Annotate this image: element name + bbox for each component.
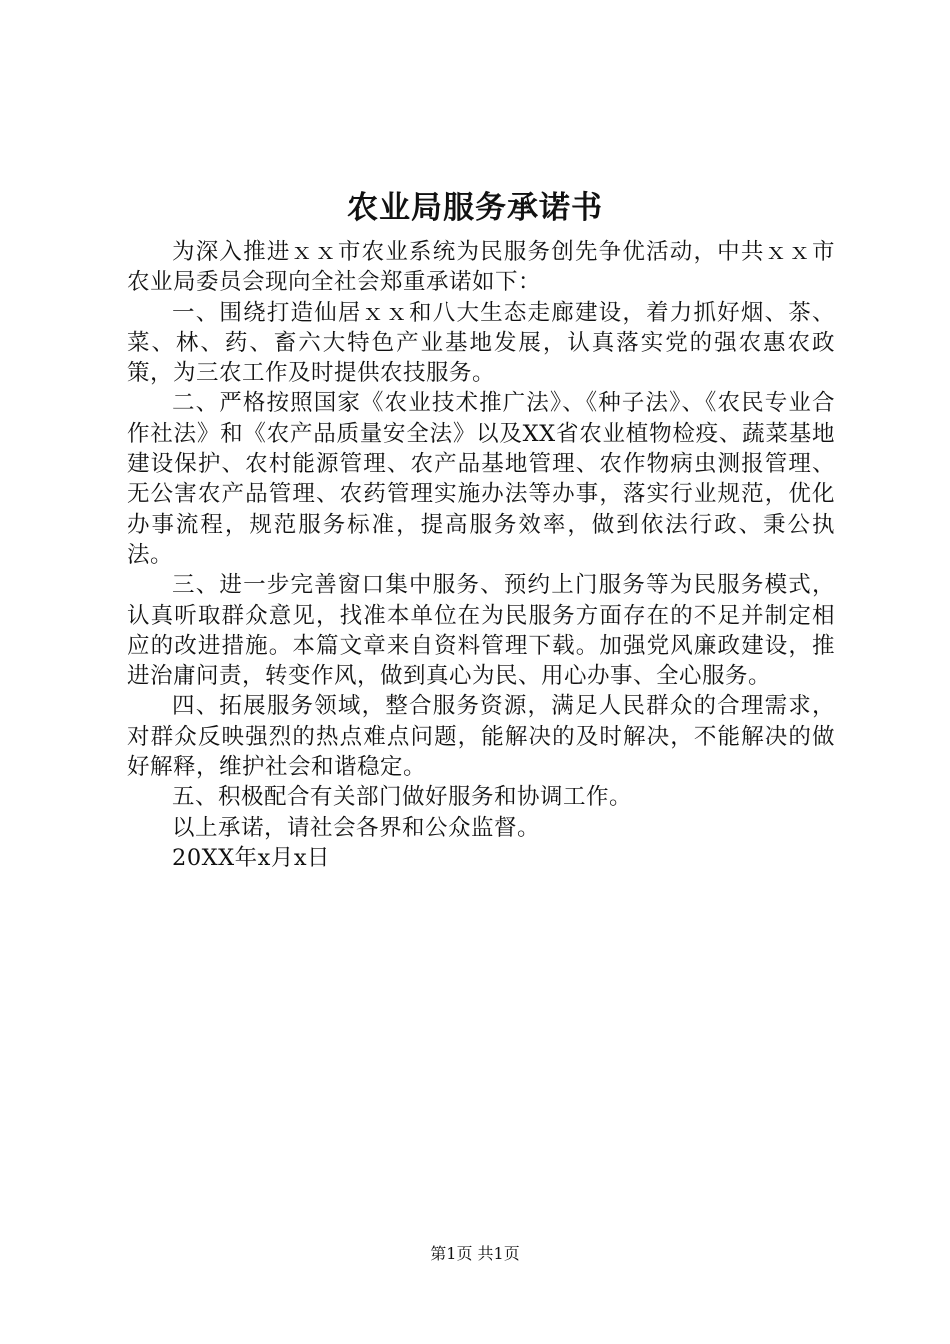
paragraph-date: 20XX年x月x日 bbox=[172, 844, 331, 871]
paragraph-intro: 为深入推进ｘｘ市农业系统为民服务创先争优活动，中共ｘｘ市农业局委员会现向全社会郑重承诺如下： bbox=[127, 239, 835, 296]
paragraph-item-5: 五、积极配合有关部门做好服务和协调工作。 bbox=[172, 784, 633, 811]
paragraph-item-1: 一、围绕打造仙居ｘｘ和八大生态走廊建设，着力抓好烟、茶、菜、林、药、畜六大特色产业基地发展，认真落实党的强农惠农政策，为三农工作及时提供农技服务。 bbox=[127, 299, 835, 387]
paragraph-item-3: 三、进一步完善窗口集中服务、预约上门服务等为民服务模式，认真听取群众意见，找准本单位在为民服务方面存在的不足并制定相应的改进措施。本篇文章来自资料管理下载。加强党风廉政建设，推进治庸问责，转变作风，做到真心为民、用心办事、全心服务。 bbox=[127, 572, 835, 690]
paragraph-closing: 以上承诺，请社会各界和公众监督。 bbox=[172, 814, 541, 841]
document-title: 农业局服务承诺书 bbox=[347, 190, 603, 226]
paragraph-item-4: 四、拓展服务领域，整合服务资源，满足人民群众的合理需求，对群众反映强烈的热点难点问题，能解决的及时解决，不能解决的做好解释，维护社会和谐稳定。 bbox=[127, 693, 835, 781]
paragraph-item-2: 二、严格按照国家《农业技术推广法》、《种子法》、《农民专业合作社法》和《农产品质量安全法》以及XX省农业植物检疫、蔬菜基地建设保护、农村能源管理、农产品基地管理、农作物病虫测报管理、无公害农产品管理、农药管理实施办法等办事，落实行业规范，优化办事流程，规范服务标准，提高服务效率，做到依法行政、秉公执法。 bbox=[127, 390, 835, 568]
document-body bbox=[127, 237, 835, 873]
page-number-footer: 第1页 共1页 bbox=[430, 1244, 520, 1263]
